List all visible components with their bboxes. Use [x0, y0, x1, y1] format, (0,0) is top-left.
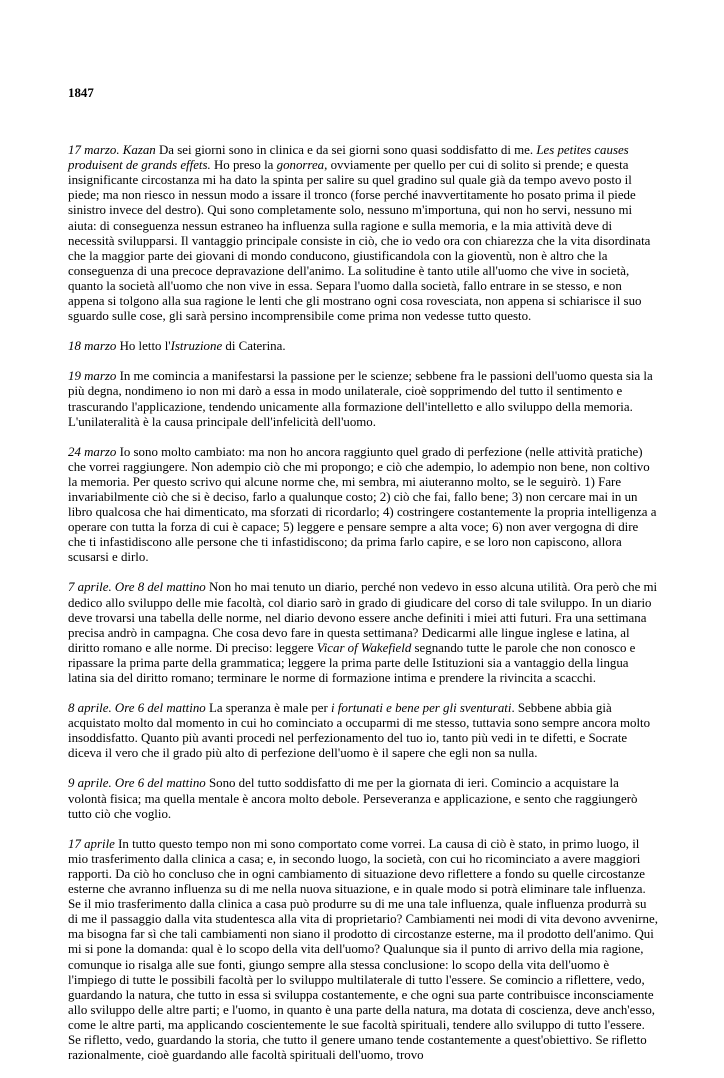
italic-text: Istruzione [170, 339, 223, 354]
diary-entry [68, 837, 658, 1063]
year-heading: 1847 [68, 86, 94, 100]
diary-entry [68, 369, 658, 429]
entry-text: La speranza è male per [205, 701, 331, 716]
entry-date: 17 aprile [68, 836, 115, 851]
italic-text: Les petites causes produisent de grands effets. [68, 143, 629, 173]
entry-text: , ovviamente per quello per cui di solito si prende; e questa insignificante circostanza mi ha dato la spinta per salire su quel gradino sul quale già da tempo avevo posto il piede; ma non riesco in nessun modo a issare il tronco (forse perché inavvertitamente ho posato prima il piede sinistro invece del destro). Qui sono completamente solo, nessuno m'importuna, qui non ho servi, nessuno mi aiuta: di conseguenza nessun estraneo ha influenza sulla ragione e sulla memoria, e la mia attività deve di necessità svilupparsi. Il vantaggio principale consiste in ciò, che io vedo ora con chiarezza che la vita disordinata che la maggior parte dei giovani di mondo conducono, giustificandola con la gioventù, non è altro che la conseguenza di una precoce depravazione dell'animo. La solitudine è tanto utile all'uomo che vive in società, quanto la società all'uomo che non vive in essa. Separa l'uomo dalla società, fallo entrare in se stesso, e non appena si tolgono alla sua ragione le lenti che gli mostrano ogni cosa rovesciata, non appena si schiarisce il suo sguardo sulle cose, gli sarà persino incomprensibile come prima non vedesse tutto questo. [68, 158, 651, 324]
diary-entry [68, 701, 658, 761]
entry-date: 19 marzo [68, 369, 117, 384]
entry-text: Ho letto l' [116, 339, 171, 354]
entry-text: Sono del tutto soddisfatto di me per la giornata di ieri. Comincio a acquistare la volontà fisica; ma quella mentale è ancora molto debole. Perseveranza e applicazione, e sento che raggiungerò tutto ciò che voglio. [68, 776, 638, 821]
entry-text: Non ho mai tenuto un diario, perché non vedevo in esso alcuna utilità. Ora però che mi dedico allo sviluppo delle mie facoltà, col diario sarò in grado di giudicare del corso di tale sviluppo. In un diario deve trovarsi una tabella delle norme, nel diario devono essere anche definiti i miei atti futuri. Fra una settimana precisa andrò in campagna. Che cosa devo fare in questa settimana? Dedicarmi alle lingue inglese e latina, al diritto romano e alle norme. Di preciso: leggere [68, 580, 658, 655]
entry-text: In tutto questo tempo non mi sono comportato come vorrei. La causa di ciò è stato, in primo luogo, il mio trasferimento dalla clinica a casa; e, in secondo luogo, la società, con cui ho ricominciato a avere maggiori rapporti. Da ciò ho concluso che in ogni cambiamento di situazione devo riflettere a fondo su quelle circostanze esterne che avranno influenza su di me nella nuova situazione, e in quale modo si potrà eliminare tale influenza. Se il mio trasferimento dalla clinica a casa può produrre su di me una tale influenza, quale influenza produrrà su di me il passaggio dalla vita studentesca alla vita di proprietario? Cambiamenti nei modi di vita devono avvenirne, ma bisogna far sì che tali cambiamenti non siano il prodotto di circostanze esterne, ma il prodotto dell'animo. Qui mi si pone la domanda: qual è lo scopo della vita dell'uomo? Qualunque sia il punto di arrivo della mia ragione, comunque io risalga alle sue fonti, giungo sempre alla stessa conclusione: lo scopo della vita dell'uomo è l'impiego di tutte le possibili facoltà per lo sviluppo multilaterale di tutto l'essere. Se comincio a riflettere, vedo, guardando la natura, che tutto in essa si sviluppa costantemente, e che ogni sua parte contribuisce inconsciamente allo sviluppo delle altre parti; e l'uomo, in quanto è una parte della natura, ma dotata di coscienza, deve anch'esso, come le altre parti, ma applicando coscientemente le sue facoltà spirituali, tendere allo sviluppo di tutto l'essere. Se rifletto, vedo, guardando la storia, che tutto il genere umano tende costantemente a quest'obiettivo. Se rifletto razionalmente, cioè guardando alle facoltà spirituali dell'uomo, trovo [68, 836, 658, 1063]
entry-text: segnando tutte le parole che non conosco e ripassare la prima parte della grammatica; leggere la prima parte delle Istituzioni sia a vantaggio della lingua latina sia del diritto romano; terminare le norme di formazione intima e prendere la rivincita a scacchi. [68, 640, 636, 685]
diary-entry [68, 339, 658, 354]
entry-text: . Sebbene abbia già acquistato molto dal momento in cui ho cominciato a occuparmi di me stesso, tuttavia sono sempre ancora molto insoddisfatto. Quanto più avanti procedi nel perfezionamento del tuo io, tanto più vedi in te difetti, e Socrate diceva il vero che il grado più alto di perfezione dell'uomo è il sapere che egli non sa nulla. [68, 701, 651, 761]
diary-entry [68, 580, 658, 686]
italic-text: i fortunati e bene per gli sventurati [330, 701, 512, 716]
diary-entry [68, 776, 658, 821]
entry-date: 24 marzo [68, 444, 117, 459]
entry-text: Io sono molto cambiato: ma non ho ancora raggiunto quel grado di perfezione (nelle attività pratiche) che vorrei raggiungere. Non adempio ciò che mi propongo; e ciò che adempio, lo adempio non bene, non coltivo la memoria. Per questo scrivo qui alcune norme che, mi sembra, mi aiuteranno molto, se le seguirò. 1) Fare invariabilmente ciò che si è deciso, farlo a qualunque costo; 2) ciò che fai, fallo bene; 3) non cercare mai in un libro qualcosa che hai dimenticato, ma sforzati di ricordarlo; 4) costringere costantemente la propria intelligenza a operare con tutta la forza di cui è capace; 5) leggere e pensare sempre a alta voce; 6) non aver vergogna di dire che ti infastidiscono alle persone che ti infastidiscono; da prima farlo capire, e se loro non capiscono, allora scusarsi e dirlo. [68, 444, 657, 565]
italic-text: gonorrea [276, 158, 325, 173]
entry-text: In me comincia a manifestarsi la passione per le scienze; sebbene fra le passioni dell'uomo questa sia la più degna, nondimeno io non mi darò a essa in modo unilaterale, cioè sopprimendo del tutto il sentimento e trascurando l'applicazione, tendendo unicamente alla formazione dell'intelletto e allo sviluppo della memoria. L'unilateralità è la causa principale dell'infelicità dell'uomo. [68, 369, 653, 429]
italic-text: Vicar of Wakefield [316, 640, 412, 655]
entry-text: Ho preso la [210, 158, 277, 173]
diary-entry [68, 445, 658, 566]
diary-entries [68, 143, 658, 1063]
diary-page [68, 86, 658, 1078]
entry-date: 18 marzo [68, 339, 117, 354]
entry-date: 8 aprile. Ore 6 del mattino [68, 701, 206, 716]
entry-text: di Caterina. [222, 339, 286, 354]
entry-date: 9 aprile. Ore 6 del mattino [68, 776, 206, 791]
entry-date: 7 aprile. Ore 8 del mattino [68, 580, 206, 595]
entry-text: Da sei giorni sono in clinica e da sei giorni sono quasi soddisfatto di me. [155, 143, 537, 158]
diary-entry [68, 143, 658, 324]
entry-date: 17 marzo. Kazan [68, 143, 156, 158]
